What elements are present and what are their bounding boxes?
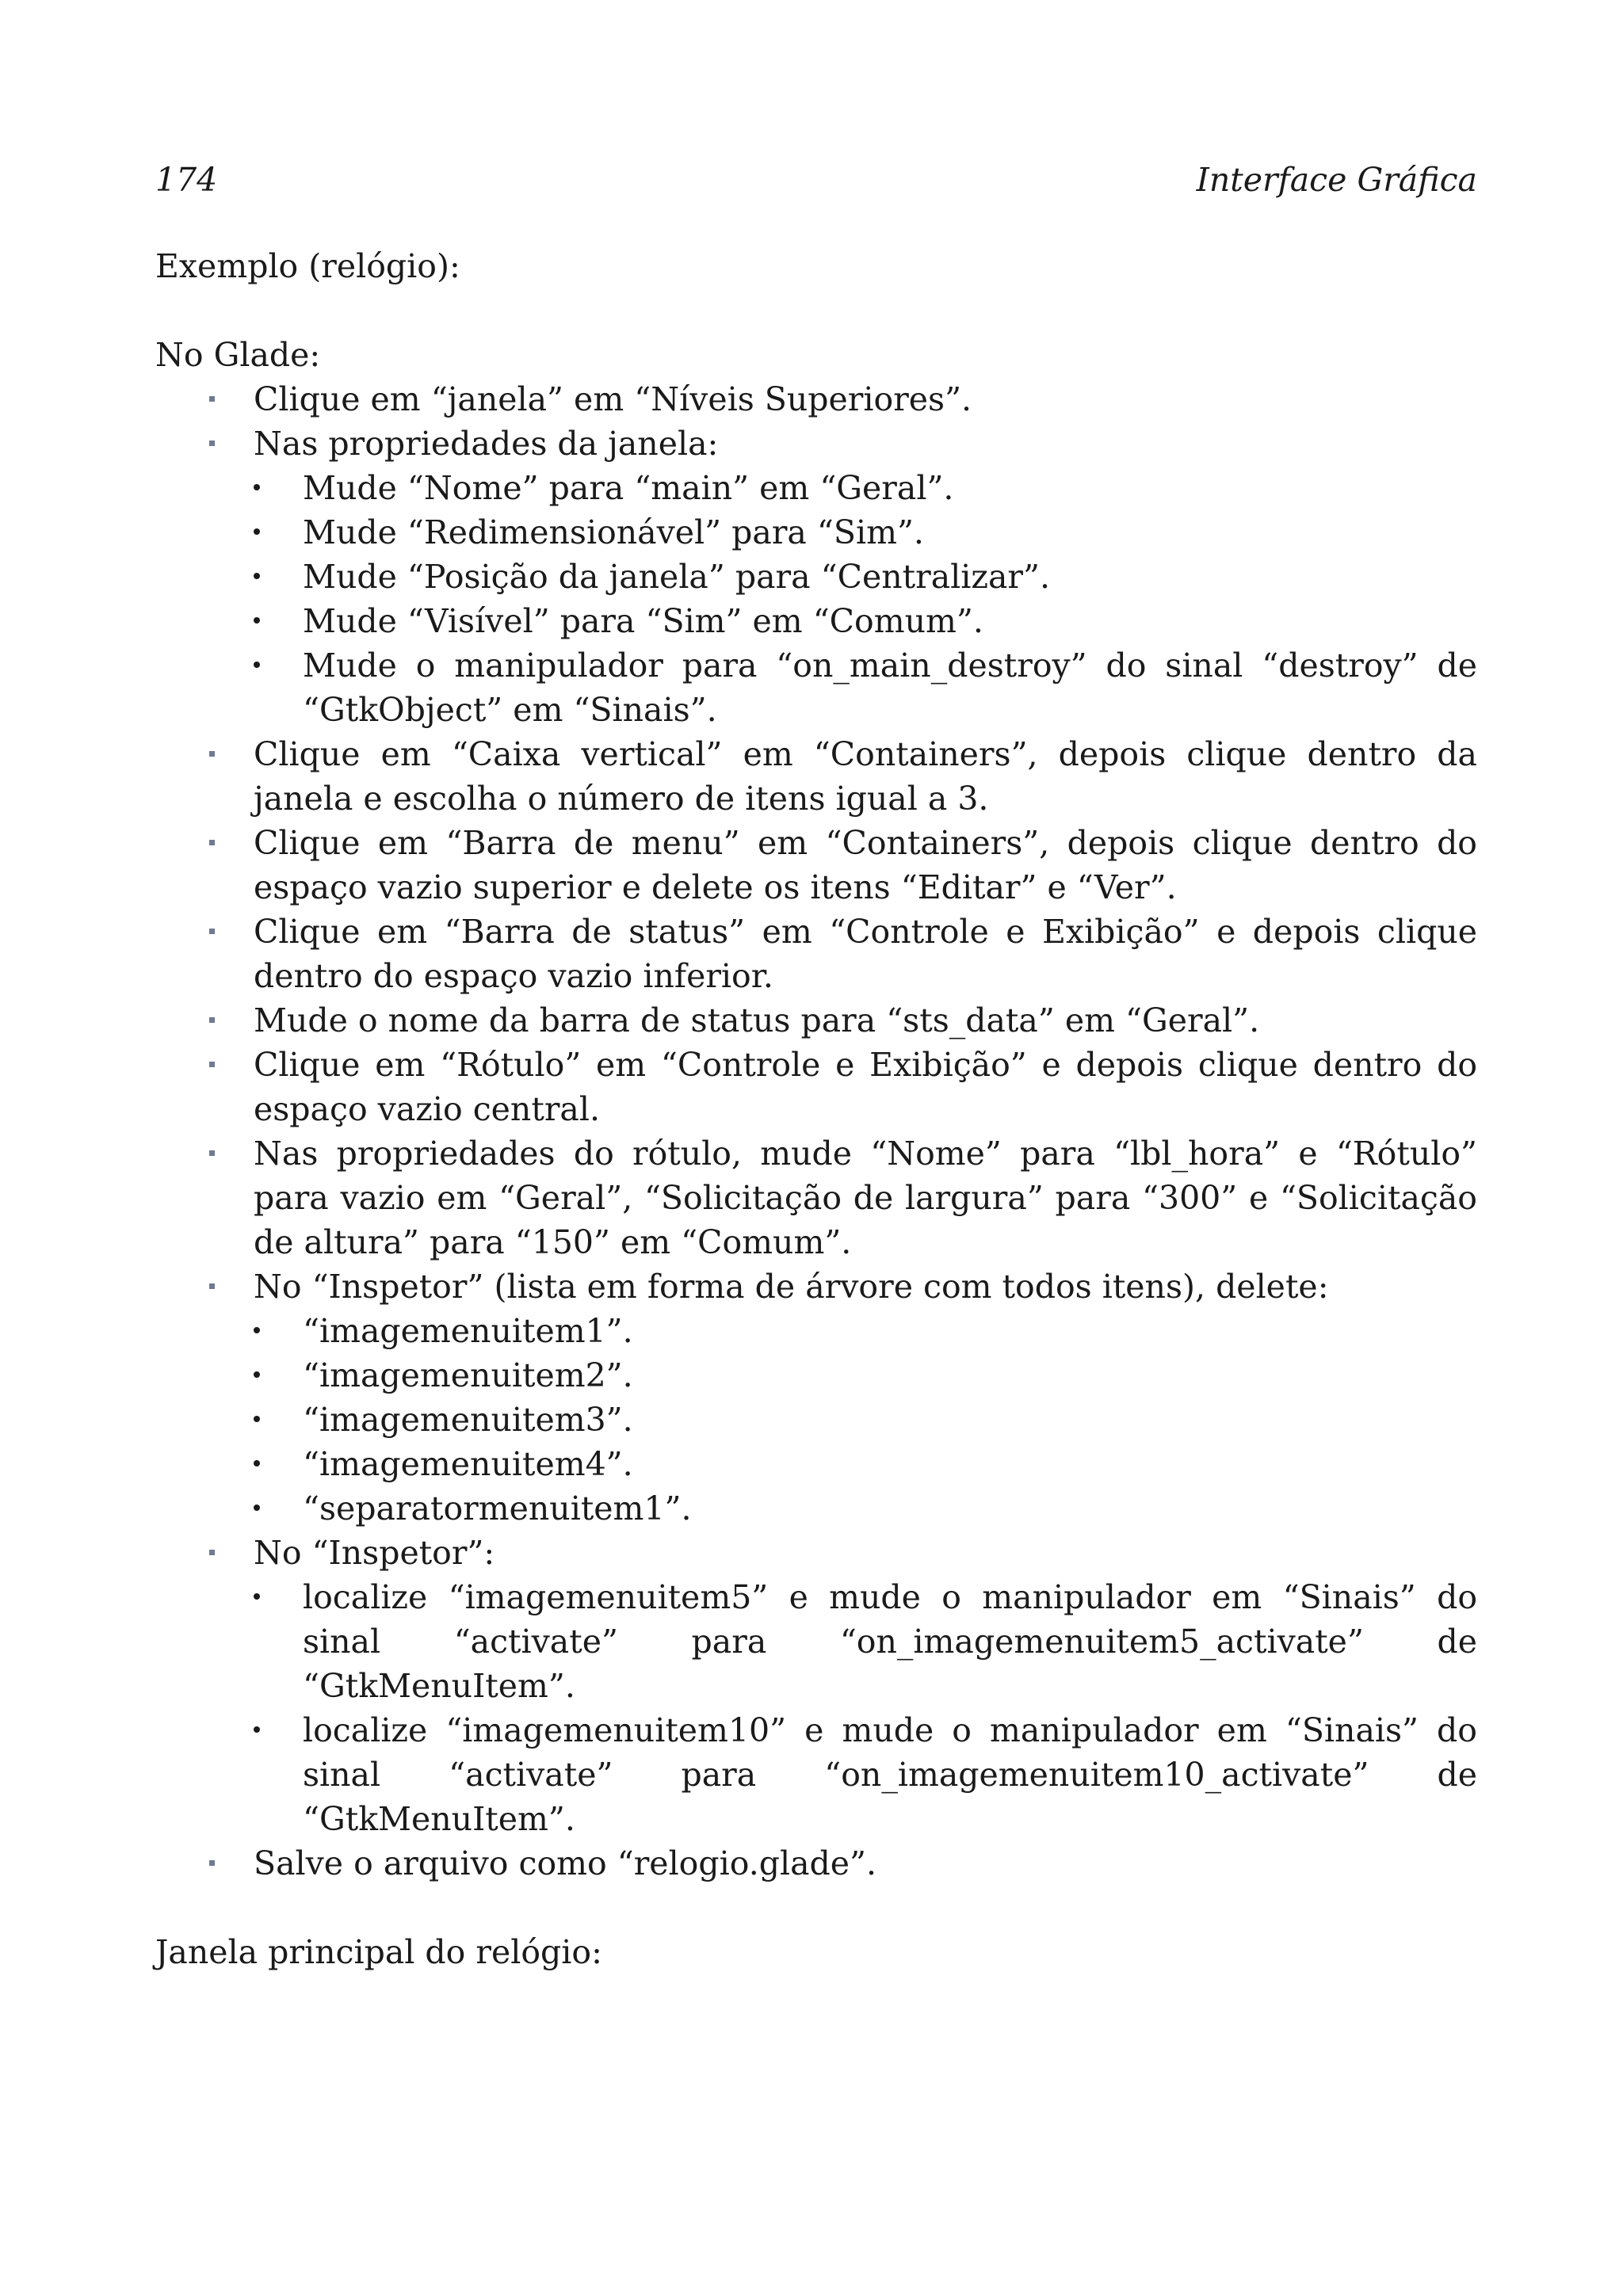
substep-item: “separatormenuitem1”. [254, 1486, 1477, 1531]
step-item [155, 1841, 1477, 1886]
substeps-list [254, 1575, 1477, 1841]
step-item [155, 421, 1477, 732]
substep-item: “imagemenuitem4”. [254, 1442, 1477, 1486]
step-item [155, 1264, 1477, 1531]
page-header [155, 158, 1477, 201]
substep-item: Mude “Visível” para “Sim” em “Comum”. [254, 599, 1477, 643]
step-item [155, 377, 1477, 421]
step-text: Clique em “Barra de menu” em “Containers”, depois clique dentro do espaço vazio superior e delete os itens “Editar” e “Ver”. [254, 824, 1477, 906]
substep-item: “imagemenuitem1”. [254, 1309, 1477, 1353]
step-item [155, 821, 1477, 910]
substep-item: Mude “Nome” para “main” em “Geral”. [254, 466, 1477, 510]
substep-item: “imagemenuitem3”. [254, 1398, 1477, 1442]
paragraph-gap [155, 288, 1477, 333]
step-text: No “Inspetor”: [254, 1534, 495, 1572]
substeps-list [254, 1309, 1477, 1531]
paragraph-gap [155, 1886, 1477, 1930]
substep-item: Mude “Redimensionável” para “Sim”. [254, 510, 1477, 555]
step-item [155, 910, 1477, 998]
step-item [155, 998, 1477, 1043]
substep-item: localize “imagemenuitem5” e mude o manipulador em “Sinais” do sinal “activate” para “on_imagemenuitem5_activate” de “GtkMenuItem”. [254, 1575, 1477, 1708]
step-item [155, 1131, 1477, 1264]
step-text: Nas propriedades do rótulo, mude “Nome” para “lbl_hora” e “Rótulo” para vazio em “Geral”, “Solicitação de largura” para “300” e “Solicitação de altura” para “150” em “Comum”. [254, 1135, 1477, 1261]
step-item [155, 1531, 1477, 1841]
running-title: Interface Gráfica [1196, 161, 1477, 199]
step-text: Clique em “janela” em “Níveis Superiores”. [254, 380, 972, 418]
step-text: Clique em “Caixa vertical” em “Containers”, depois clique dentro da janela e escolha o número de itens igual a 3. [254, 735, 1477, 818]
step-text: Nas propriedades da janela: [254, 425, 719, 463]
outro-paragraph: Janela principal do relógio: [155, 1933, 602, 1971]
step-item [155, 1043, 1477, 1131]
substep-item: localize “imagemenuitem10” e mude o manipulador em “Sinais” do sinal “activate” para “on_imagemenuitem10_activate” de “GtkMenuItem”. [254, 1708, 1477, 1841]
step-text: No “Inspetor” (lista em forma de árvore com todos itens), delete: [254, 1268, 1329, 1306]
steps-list [155, 377, 1477, 1886]
intro-paragraph: Exemplo (relógio): [155, 247, 460, 285]
substep-item: Mude “Posição da janela” para “Centralizar”. [254, 555, 1477, 599]
step-item [155, 732, 1477, 821]
page-content [155, 244, 1477, 1974]
glade-heading: No Glade: [155, 336, 321, 374]
step-text: Mude o nome da barra de status para “sts_data” em “Geral”. [254, 1001, 1260, 1039]
substep-item: “imagemenuitem2”. [254, 1353, 1477, 1398]
substep-item: Mude o manipulador para “on_main_destroy” do sinal “destroy” de “GtkObject” em “Sinais”. [254, 643, 1477, 732]
step-text: Clique em “Rótulo” em “Controle e Exibição” e depois clique dentro do espaço vazio central. [254, 1046, 1477, 1128]
step-text: Salve o arquivo como “relogio.glade”. [254, 1844, 877, 1882]
page-number: 174 [155, 161, 218, 199]
substeps-list [254, 466, 1477, 732]
step-text: Clique em “Barra de status” em “Controle e Exibição” e depois clique dentro do espaço vazio inferior. [254, 913, 1477, 995]
